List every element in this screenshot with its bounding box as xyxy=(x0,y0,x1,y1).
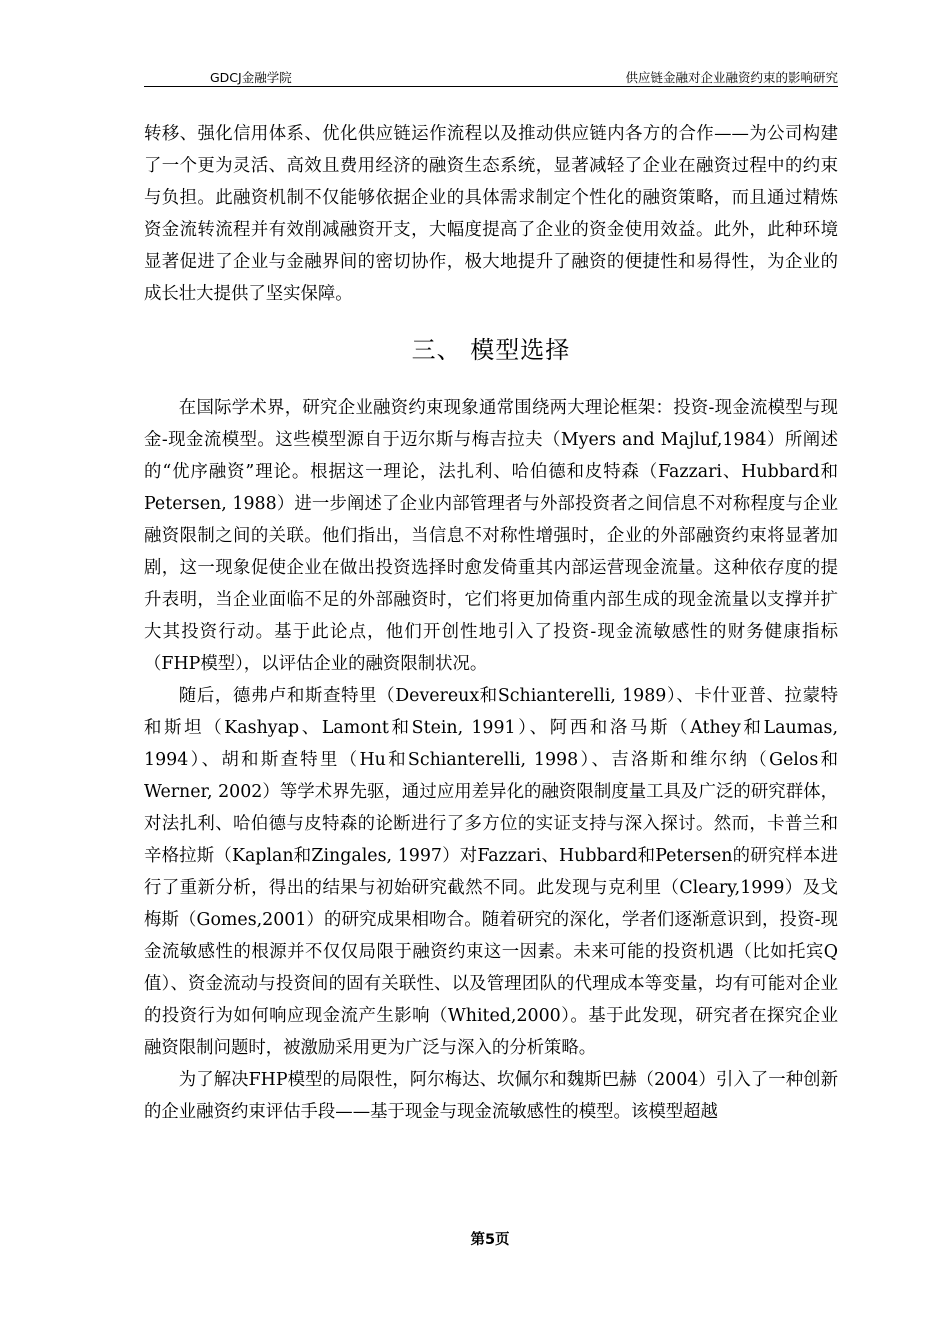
section-title: 三、 模型选择 xyxy=(411,336,571,364)
page-body xyxy=(144,118,838,1128)
paragraph-continued: 转移、强化信用体系、优化供应链运作流程以及推动供应链内各方的合作——为公司构建了一个更为灵活、高效且费用经济的融资生态系统，显著减轻了企业在融资过程中的约束与负担。此融资机制不仅能够依据企业的具体需求制定个性化的融资策略，而且通过精炼资金流转流程并有效削减融资开支，大幅度提高了企业的资金使用效益。此外，此种环境显著促进了企业与金融界间的密切协作，极大地提升了融资的便捷性和易得性，为企业的成长壮大提供了坚实保障。 xyxy=(144,124,838,304)
paragraph-subsequent-research: 随后，德弗卢和斯查特里（Devereux和Schianterelli, 1989）、卡什亚普、拉蒙特和斯坦（Kashyap、Lamont和Stein, 1991）、阿西和洛马斯（Athey和Laumas, 1994）、胡和斯查特里（Hu和Schianterelli, 1998）、吉洛斯和维尔纳（Gelos和Werner, 2002）等学术界先驱，通过应用差异化的融资限制度量工具及广泛的研究群体，对法扎利、哈伯德与皮特森的论断进行了多方位的实证支持与深入探讨。然而，卡普兰和辛格拉斯（Kaplan和Zingales, 1997）对Fazzari、Hubbard和Petersen的研究样本进行了重新分析，得出的结果与初始研究截然不同。此发现与克利里（Cleary,1999）及戈梅斯（Gomes,2001）的研究成果相吻合。随着研究的深化，学者们逐渐意识到，投资-现金流敏感性的根源并不仅仅局限于融资约束这一因素。未来可能的投资机遇（比如托宾Q值）、资金流动与投资间的固有关联性、以及管理团队的代理成本等变量，均有可能对企业的投资行为如何响应现金流产生影响（Whited,2000）。基于此发现，研究者在探究企业融资限制问题时，被激励采用更为广泛与深入的分析策略。 xyxy=(144,686,838,1058)
page-header xyxy=(144,64,838,87)
paragraph-fhp-limitations: 为了解决FHP模型的局限性，阿尔梅达、坎佩尔和魏斯巴赫（2004）引入了一种创新的企业融资约束评估手段——基于现金与现金流敏感性的模型。该模型超越 xyxy=(144,1070,838,1122)
header-institution: GDCJ金融学院 xyxy=(210,70,292,85)
page-number: 第5页 xyxy=(470,1232,510,1248)
header-paper-title: 供应链金融对企业融资约束的影响研究 xyxy=(625,70,838,85)
paragraph-theory-frameworks: 在国际学术界，研究企业融资约束现象通常围绕两大理论框架：投资-现金流模型与现金-现金流模型。这些模型源自于迈尔斯与梅吉拉夫（Myers and Majluf,1984）所阐述的“优序融资”理论。根据这一理论，法扎利、哈伯德和皮特森（Fazzari、Hubbard和Petersen, 1988）进一步阐述了企业内部管理者与外部投资者之间信息不对称程度与企业融资限制之间的关联。他们指出，当信息不对称性增强时，企业的外部融资约束将显著加剧，这一现象促使企业在做出投资选择时愈发倚重其内部运营现金流量。这种依存度的提升表明，当企业面临不足的外部融资时，它们将更加倚重内部生成的现金流量以支撑并扩大其投资行动。基于此论点，他们开创性地引入了投资-现金流敏感性的财务健康指标（FHP模型），以评估企业的融资限制状况。 xyxy=(144,398,838,674)
